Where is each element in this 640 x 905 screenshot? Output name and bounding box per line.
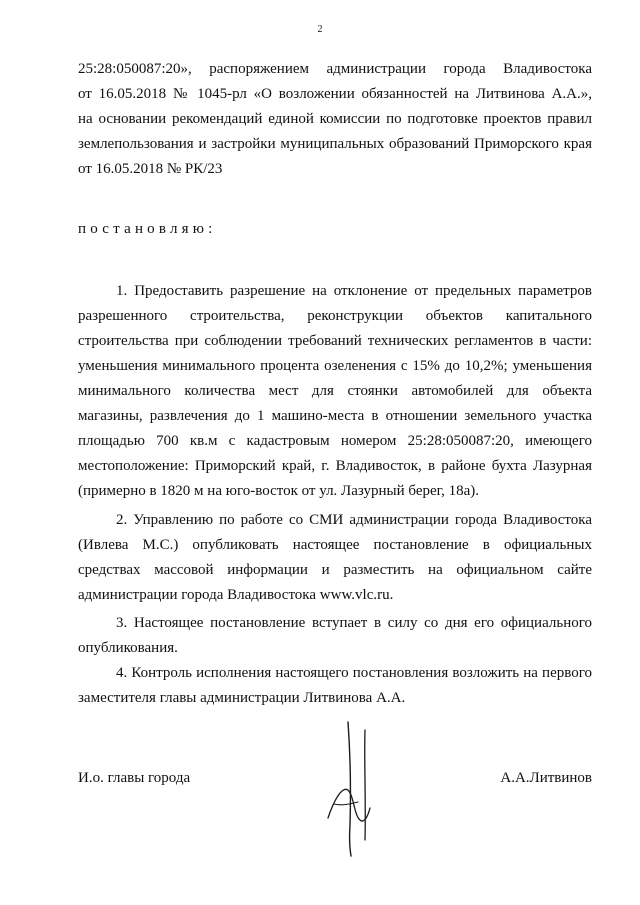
- item-1-line: строительства при соблюдении требований технических регламентов в части:: [78, 333, 592, 349]
- signature-mark: [320, 720, 390, 860]
- item-1-paragraph: [78, 279, 592, 504]
- intro-line: на основании рекомендаций единой комиссии по подготовке проектов правил: [78, 111, 592, 127]
- item-4-line: 4. Контроль исполнения настоящего постановления возложить на первого: [116, 665, 592, 681]
- intro-line: от 16.05.2018 № 1045-рл «О возложении обязанностей на Литвинова А.А.»,: [78, 86, 592, 102]
- item-1-line: 1. Предоставить разрешение на отклонение от предельных параметров: [116, 283, 592, 299]
- item-1-line: разрешенного строительства, реконструкции объектов капитального: [78, 308, 592, 324]
- signatory-name: А.А.Литвинов: [500, 770, 592, 786]
- item-3-line: 3. Настоящее постановление вступает в силу со дня его официального: [116, 615, 592, 631]
- item-1-line: (примерно в 1820 м на юго-восток от ул. Лазурный берег, 18а).: [78, 483, 479, 499]
- decree-word: постановляю:: [78, 221, 217, 237]
- item-2-line: администрации города Владивостока www.vlc.ru.: [78, 587, 394, 603]
- item-4-line: заместителя главы администрации Литвинова А.А.: [78, 690, 406, 706]
- item-2-paragraph: [78, 508, 592, 608]
- item-1-line: минимального количества мест для стоянки автомобилей для объекта: [78, 383, 592, 399]
- item-2-line: 2. Управлению по работе со СМИ администрации города Владивостока: [116, 512, 592, 528]
- signatory-title: И.о. главы города: [78, 770, 191, 786]
- item-2-line: (Ивлева М.С.) опубликовать настоящее постановление в официальных: [78, 537, 592, 553]
- item-1-line: местоположение: Приморский край, г. Владивосток, в районе бухта Лазурная: [78, 458, 592, 474]
- page-number: 2: [317, 24, 323, 35]
- item-4-paragraph: [78, 661, 592, 711]
- item-1-line: площадью 700 кв.м с кадастровым номером 25:28:050087:20, имеющего: [78, 433, 592, 449]
- item-3-line: опубликования.: [78, 640, 178, 656]
- intro-line: от 16.05.2018 № РК/23: [78, 161, 223, 177]
- item-1-line: уменьшения минимального процента озеленения с 15% до 10,2%; уменьшения: [78, 358, 592, 374]
- intro-paragraph: [78, 57, 592, 182]
- item-1-line: магазины, развлечения до 1 машино-места в отношении земельного участка: [78, 408, 592, 424]
- intro-line: землепользования и застройки муниципальных образований Приморского края: [78, 136, 592, 152]
- item-2-line: средствах массовой информации и разместить на официальном сайте: [78, 562, 592, 578]
- intro-line: 25:28:050087:20», распоряжением администрации города Владивостока: [78, 61, 592, 77]
- item-3-paragraph: [78, 611, 592, 661]
